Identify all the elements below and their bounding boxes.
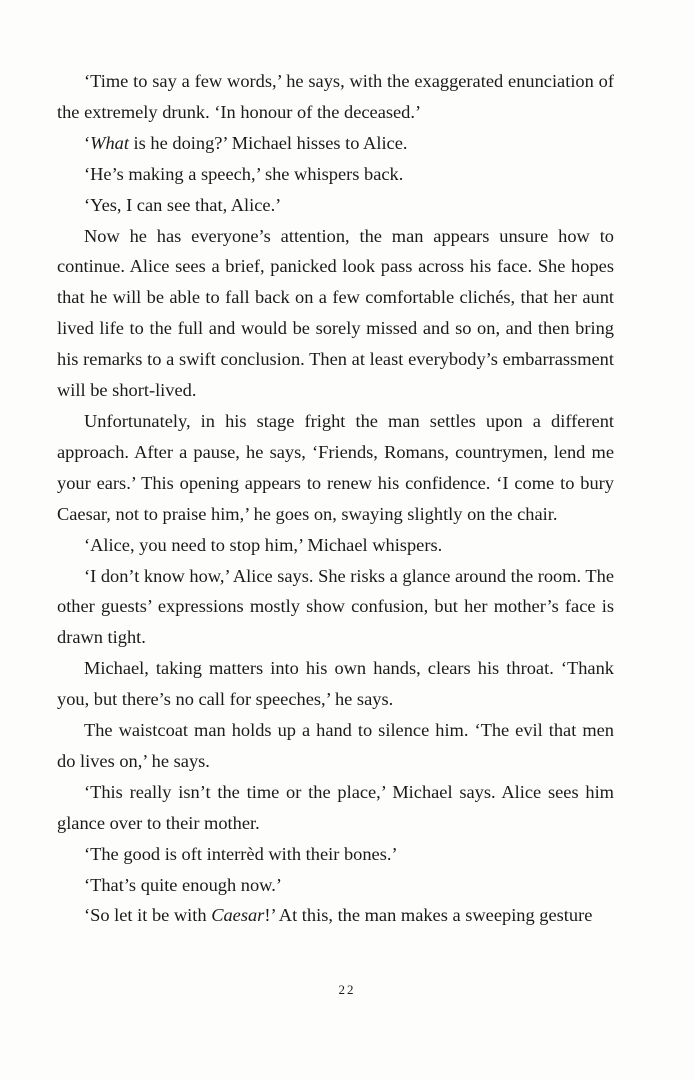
paragraph: ‘I don’t know how,’ Alice says. She risks a glance around the room. The other guests’ expressions mostly show confusion, but her mother’s face is drawn tight.: [57, 565, 614, 648]
body-text: [57, 66, 614, 931]
page-number: 22: [338, 982, 356, 997]
paragraph: Michael, taking matters into his own hands, clears his throat. ‘Thank you, but there’s no call for speeches,’ he says.: [57, 658, 614, 710]
paragraph: ‘What is he doing?’ Michael hisses to Alice.: [84, 132, 408, 153]
paragraph: ‘He’s making a speech,’ she whispers back.: [84, 163, 404, 184]
paragraph: ‘The good is oft interrèd with their bones.’: [84, 843, 398, 864]
paragraph: The waistcoat man holds up a hand to silence him. ‘The evil that men do lives on,’ he says.: [57, 720, 614, 771]
paragraph: ‘That’s quite enough now.’: [84, 874, 282, 895]
paragraph: ‘So let it be with Caesar!’ At this, the man makes a sweeping gesture: [84, 905, 593, 926]
paragraph: Now he has everyone’s attention, the man appears unsure how to continue. Alice sees a brief, panicked look pass across his face. She hopes that he will be able to fall back on a few comfortable clichés, that her aunt lived life to the full and would be sorely missed and so on, and then bring his remarks to a swift conclusion. Then at least everybody’s embarrassment will be short-lived.: [57, 225, 614, 401]
italic-text: What: [90, 132, 129, 153]
paragraph: ‘This really isn’t the time or the place,’ Michael says. Alice sees him glance over to their mother.: [57, 781, 614, 833]
paragraph: ‘Alice, you need to stop him,’ Michael whispers.: [84, 534, 443, 555]
paragraph: ‘Yes, I can see that, Alice.’: [84, 194, 282, 215]
paragraph: ‘Time to say a few words,’ he says, with the exaggerated enunciation of the extremely drunk. ‘In honour of the deceased.’: [57, 71, 614, 122]
paragraph: Unfortunately, in his stage fright the man settles upon a different approach. After a pause, he says, ‘Friends, Romans, countrymen, lend me your ears.’ This opening appears to renew his confidence. ‘I come to bury Caesar, not to praise him,’ he goes on, swaying slightly on the chair.: [57, 410, 614, 524]
italic-text: Caesar: [211, 905, 265, 926]
